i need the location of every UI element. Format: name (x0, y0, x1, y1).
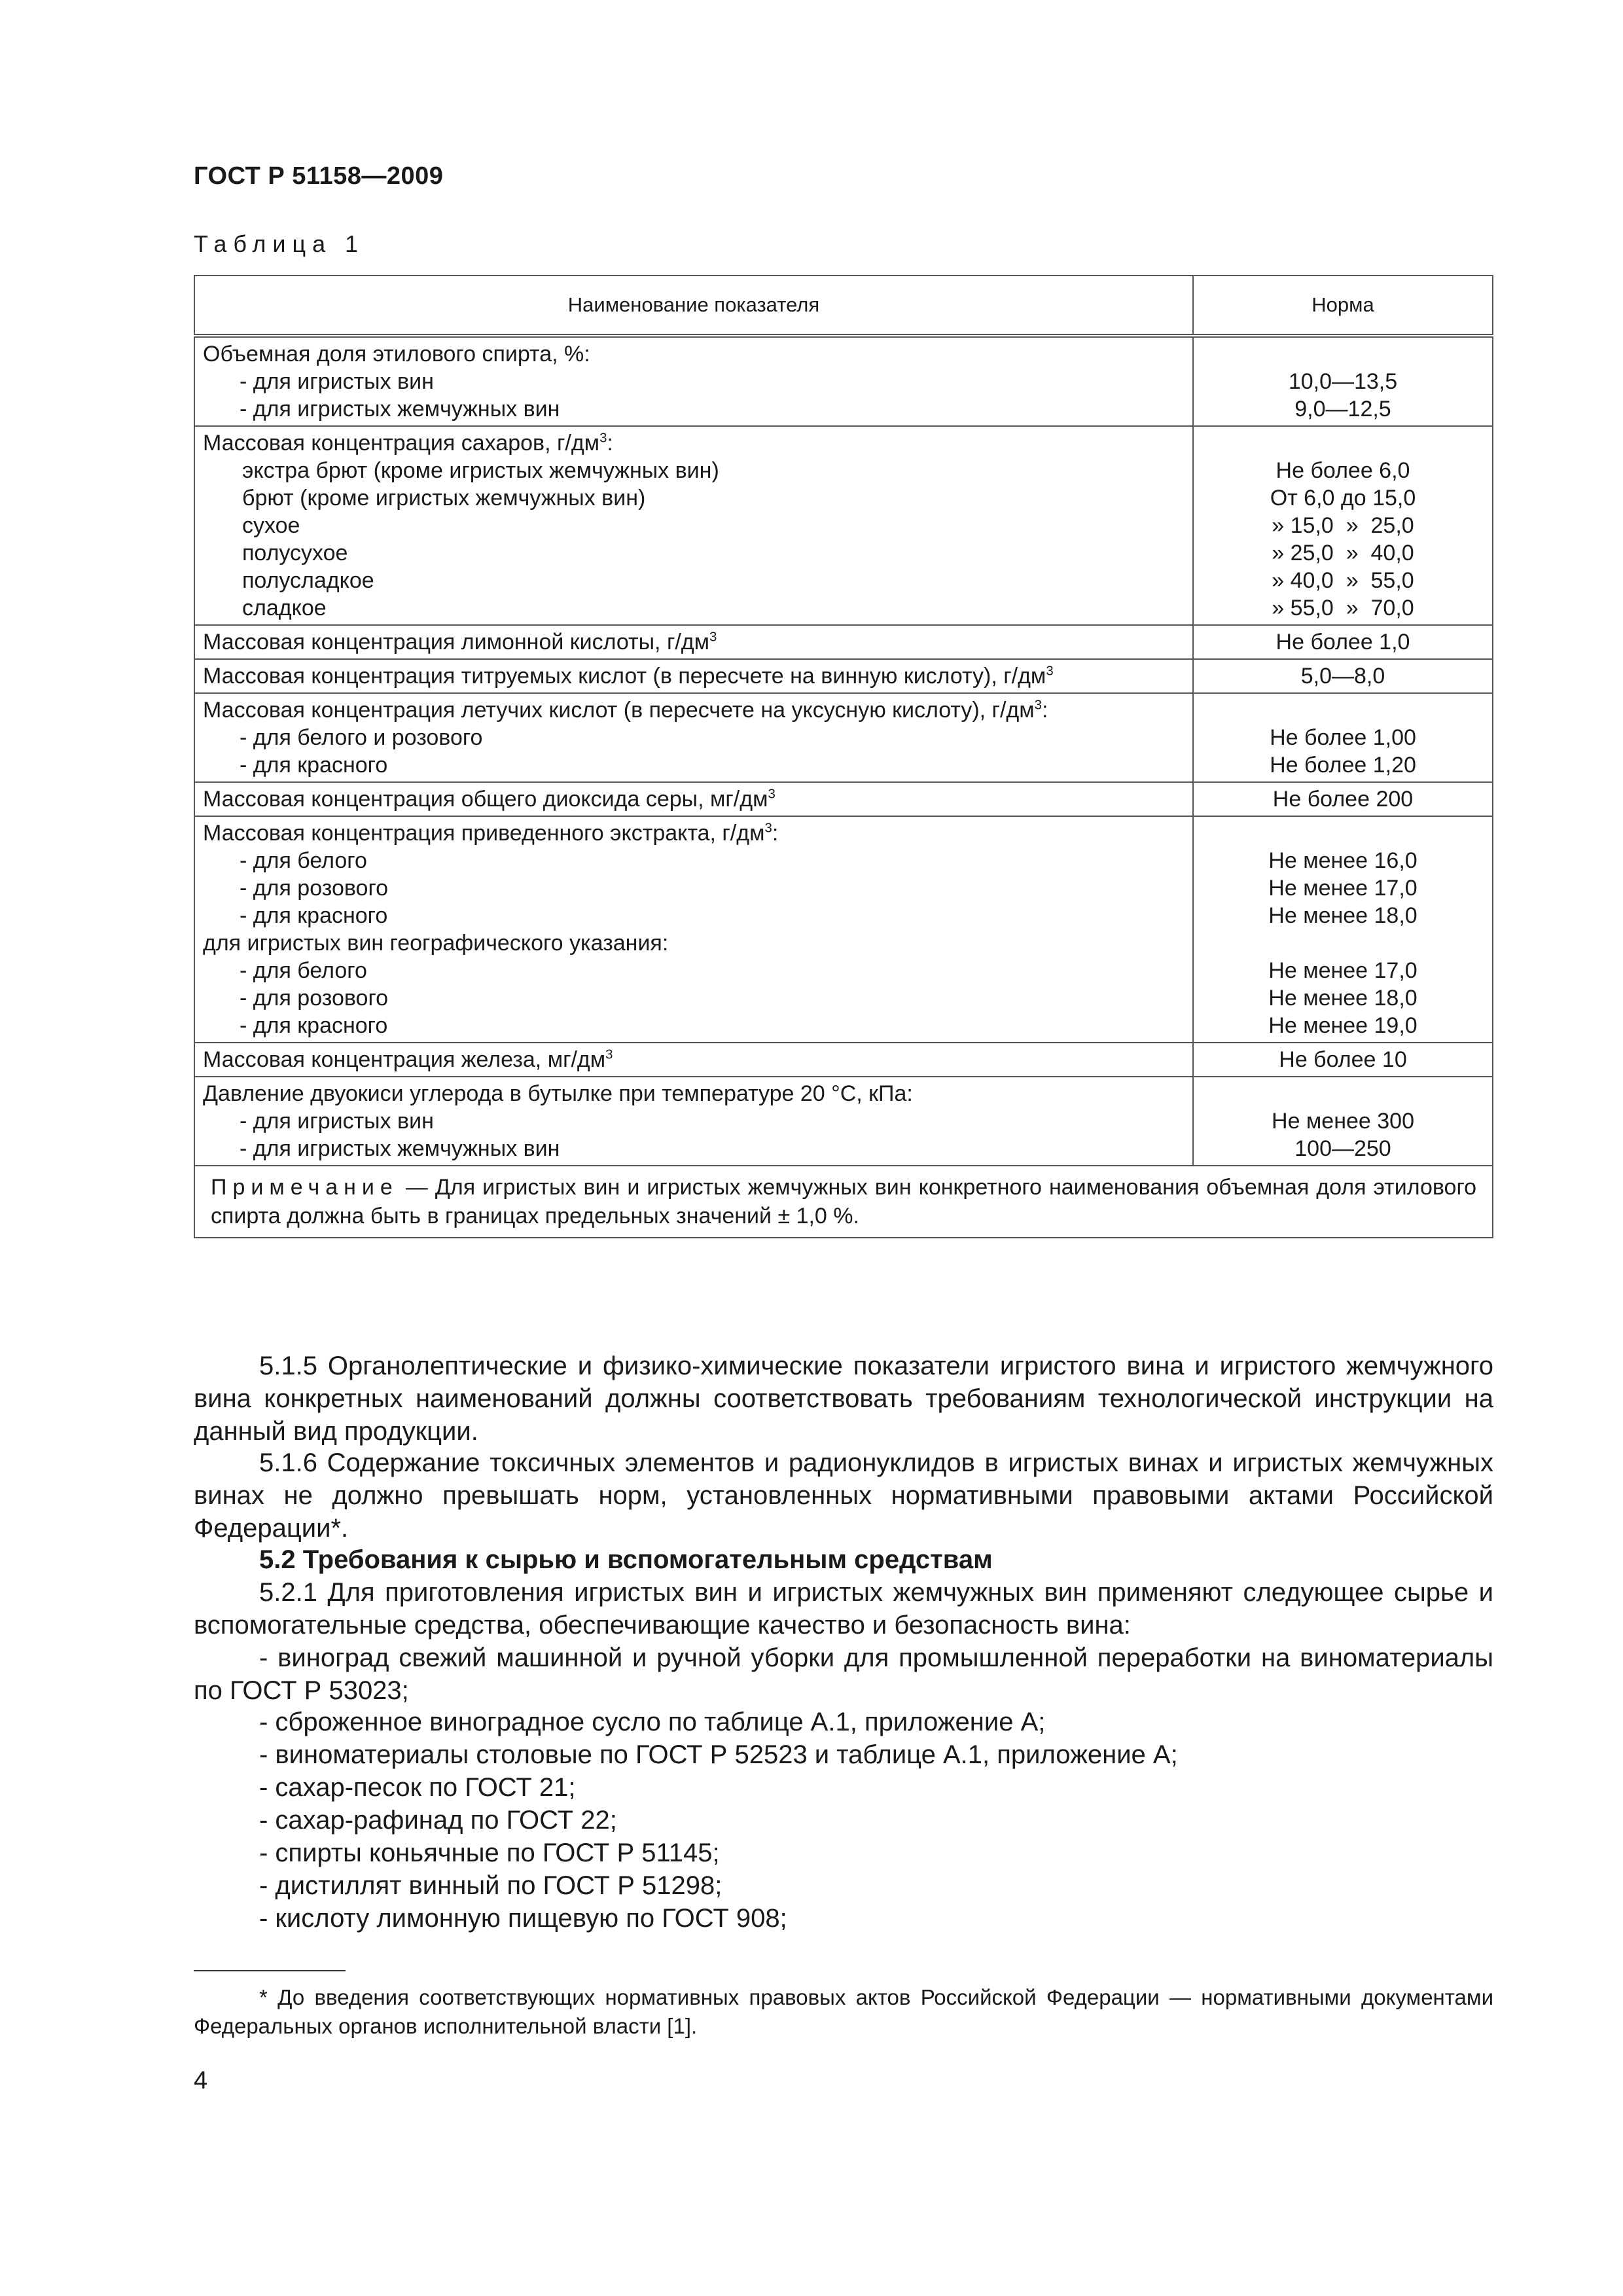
norm-value: Не менее 17,0 (1268, 958, 1418, 983)
row-subgroup-title: для игристых вин географического указания: (203, 931, 669, 956)
row-item: - для красного (240, 1013, 388, 1038)
column-header-name: Наименование показателя (194, 276, 1193, 336)
row-title: Объемная доля этилового спирта, %: (203, 342, 590, 367)
norm-value: Не менее 300 (1272, 1109, 1414, 1134)
norm-value: 5,0—8,0 (1300, 664, 1385, 689)
norm-value: Не менее 16,0 (1268, 848, 1418, 873)
norm-value: Не более 1,0 (1275, 630, 1410, 655)
row-item: - для красного (240, 903, 388, 928)
row-item: - для розового (240, 876, 389, 901)
norm-value: Не более 200 (1272, 787, 1414, 812)
table-row (194, 659, 1493, 693)
table-row (194, 693, 1493, 782)
row-item: экстра брют (кроме игристых жемчужных вин) (242, 458, 719, 483)
norm-value: Не более 6,0 (1275, 458, 1410, 483)
row-item: сладкое (242, 596, 327, 620)
norm-value: 10,0—13,5 (1288, 369, 1398, 394)
norm-value: Не более 1,20 (1270, 753, 1416, 778)
row-item: - для игристых вин (240, 369, 434, 394)
row-title: Давление двуокиси углерода в бутылке при температуре 20 °С, кПа: (203, 1081, 913, 1106)
norm-value: Не менее 19,0 (1268, 1013, 1418, 1038)
row-item: - для розового (240, 986, 389, 1011)
list-item: - сахар-песок по ГОСТ 21; (259, 1773, 576, 1802)
section-title: 5.2 Требования к сырью и вспомогательным средствам (259, 1545, 993, 1574)
norm-value: » 40,0 » 55,0 (1272, 568, 1414, 593)
norm-value: Не более 10 (1279, 1047, 1407, 1072)
table-note-row (194, 1166, 1493, 1238)
row-title: Массовая концентрация титруемых кислот (в пересчете на винную кислоту), $г/дм^3$ (203, 664, 1054, 689)
footnote: * До введения соответствующих нормативных правовых актов Российской Федерации — нормативными документами Федеральных органов исполнительной власти [1]. (194, 1985, 1493, 2038)
column-header-norm: Норма (1193, 276, 1493, 336)
row-title: Массовая концентрация железа, $мг/дм^3$ (203, 1047, 613, 1072)
table-header-row (194, 276, 1493, 336)
list-item: - сахар-рафинад по ГОСТ 22; (259, 1806, 617, 1835)
norm-value: » 55,0 » 70,0 (1272, 596, 1414, 620)
row-title: Массовая концентрация летучих кислот (в пересчете на уксусную кислоту), $г/дм^3$: (203, 698, 1048, 723)
norm-value: » 15,0 » 25,0 (1272, 513, 1414, 538)
table-row (194, 782, 1493, 816)
table-row (194, 426, 1493, 625)
paragraph-5-1-5: 5.1.5 Органолептические и физико-химические показатели игристого вина и игристого жемчужного вина конкретных наименований должны соответствовать требованиям технологической инструкции на данный вид продукции. (194, 1352, 1493, 1446)
row-item: - для игристых жемчужных вин (240, 397, 560, 422)
list-item: - кислоту лимонную пищевую по ГОСТ 908; (259, 1904, 787, 1933)
norm-value: 100—250 (1294, 1136, 1391, 1161)
row-title: Массовая концентрация лимонной кислоты, $г/дм^3$ (203, 630, 717, 655)
list-item: - сброженное виноградное сусло по таблице А.1, приложение А; (259, 1708, 1046, 1736)
row-title: Массовая концентрация приведенного экстракта, $г/дм^3$: (203, 821, 779, 846)
page-number: 4 (194, 2067, 208, 2094)
row-item: - для белого (240, 958, 367, 983)
row-item: - для игристых вин (240, 1109, 434, 1134)
table-row (194, 1077, 1493, 1166)
list-item: - спирты коньячные по ГОСТ Р 51145; (259, 1839, 720, 1867)
table-row (194, 625, 1493, 659)
row-item: полусухое (242, 541, 348, 565)
norm-value: » 25,0 » 40,0 (1272, 541, 1414, 565)
norm-value: Не менее 17,0 (1268, 876, 1418, 901)
table-row (194, 816, 1493, 1043)
norm-value: Не менее 18,0 (1268, 986, 1418, 1011)
paragraph-5-2-1: 5.2.1 Для приготовления игристых вин и игристых жемчужных вин применяют следующее сырье и вспомогательные средства, обеспечивающие качество и безопасность вина: (194, 1578, 1493, 1640)
table-row (194, 1043, 1493, 1077)
document-header: ГОСТ Р 51158—2009 (194, 162, 444, 190)
row-item: - для белого (240, 848, 367, 873)
row-item: полусладкое (242, 568, 374, 593)
norm-value: Не менее 18,0 (1268, 903, 1418, 928)
paragraph-5-1-6: 5.1.6 Содержание токсичных элементов и радионуклидов в игристых винах и игристых жемчужных винах не должно превышать норм, установленных нормативными правовыми актами Российской Федерации*. (194, 1448, 1493, 1543)
row-item: - для игристых жемчужных вин (240, 1136, 560, 1161)
row-title: Массовая концентрация общего диоксида серы, $мг/дм^3$ (203, 787, 776, 812)
row-item: - для красного (240, 753, 388, 778)
norm-value: 9,0—12,5 (1294, 397, 1391, 422)
table-row (194, 336, 1493, 426)
footnote-divider (194, 1970, 346, 1971)
spec-table (194, 275, 1493, 1238)
table-caption: Таблица 1 (194, 230, 365, 257)
row-item: сухое (242, 513, 300, 538)
row-item: брют (кроме игристых жемчужных вин) (242, 486, 646, 511)
row-title: Массовая концентрация сахаров, $г/дм^3$: (203, 431, 613, 456)
list-item: - виноград свежий машинной и ручной уборки для промышленной переработки на виноматериалы по ГОСТ Р 53023; (194, 1643, 1493, 1705)
norm-value: От 6,0 до 15,0 (1270, 486, 1416, 511)
list-item: - дистиллят винный по ГОСТ Р 51298; (259, 1871, 722, 1900)
note-label: Примечание (211, 1175, 399, 1200)
note-text: — Для игристых вин и игристых жемчужных вин конкретного наименования объемная доля этилового спирта должна быть в границах предельных значений ± 1,0 %. (211, 1175, 1477, 1229)
norm-value: Не более 1,00 (1270, 725, 1416, 750)
row-item: - для белого и розового (240, 725, 483, 750)
list-item: - виноматериалы столовые по ГОСТ Р 52523 и таблице А.1, приложение А; (259, 1740, 1178, 1769)
table-note (194, 1166, 1493, 1238)
